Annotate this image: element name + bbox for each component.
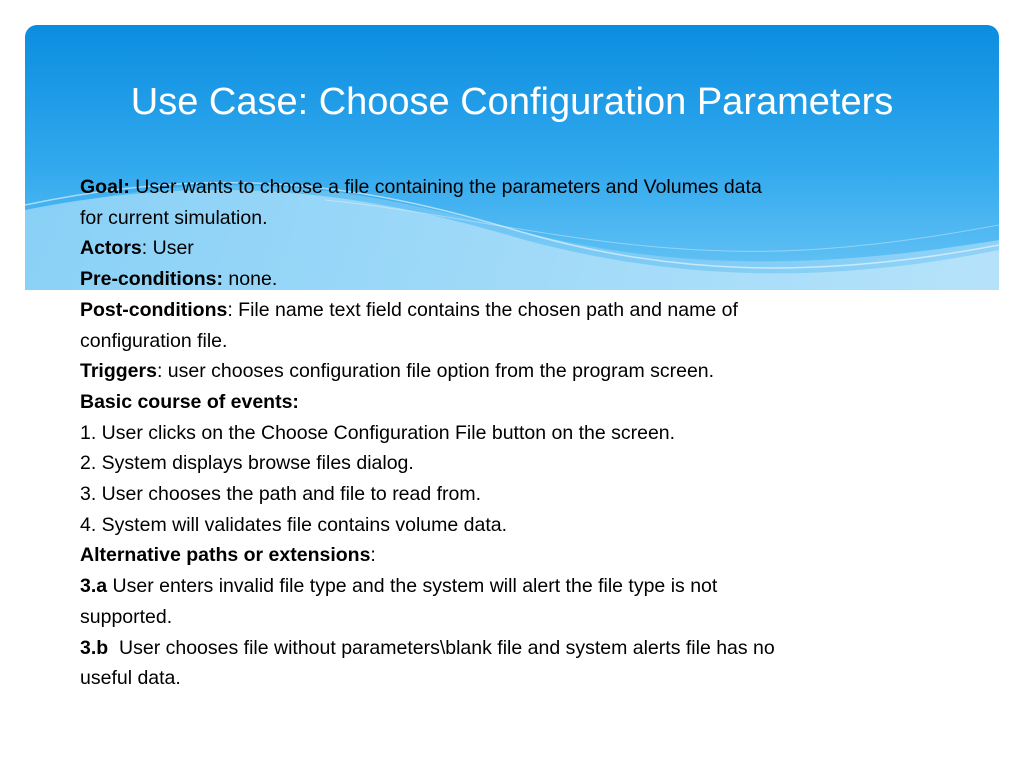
body-line (80, 510, 970, 541)
body-line (80, 602, 970, 633)
body-line-text: none. (223, 268, 278, 291)
body-line (80, 479, 970, 510)
body-line (80, 326, 970, 357)
body-line-text: 4. System will validates file contains volume data. (80, 513, 508, 536)
body-line-text: useful data. (80, 667, 181, 690)
body-line-label: Goal: (80, 176, 130, 198)
slide-title: Use Case: Choose Configuration Parameters (130, 81, 894, 123)
body-line (80, 418, 970, 449)
body-line (80, 233, 970, 264)
body-line-label: Actors (80, 237, 142, 260)
body-line-text: User chooses file without parameters\blank file and system alerts file has no (108, 636, 775, 659)
body-line-label: 3.b (80, 636, 109, 659)
body-line-text: User enters invalid file type and the system will alert the file type is not (107, 575, 718, 598)
body-line (80, 540, 970, 571)
body-line (80, 356, 970, 387)
body-line (80, 203, 970, 234)
body-line-text: for current simulation. (80, 206, 268, 229)
body-line-label: Pre-conditions: (80, 268, 224, 291)
slide-body (80, 172, 970, 694)
body-line-text: : User (141, 237, 194, 260)
body-line-text: : File name text field contains the chosen path and name of (227, 298, 738, 321)
body-line-label: Post-conditions (80, 298, 228, 321)
body-line-text: : (370, 544, 376, 567)
body-line-text: 2. System displays browse files dialog. (80, 452, 414, 475)
body-line-label: 3.a (80, 575, 108, 598)
body-line (80, 663, 970, 694)
body-line (80, 387, 970, 418)
body-line-text: 1. User clicks on the Choose Configuration File button on the screen. (80, 421, 676, 444)
body-line-text: 3. User chooses the path and file to read from. (80, 483, 482, 506)
body-line-label: Basic course of events: (80, 390, 299, 413)
body-line-text: configuration file. (80, 329, 228, 352)
body-line-text: : user chooses configuration file option from the program screen. (156, 360, 715, 383)
body-line-label: Alternative paths or extensions (80, 544, 371, 567)
body-line (80, 264, 970, 295)
body-line-text: User wants to choose a file containing the parameters and Volumes data (129, 176, 762, 198)
body-line-text: supported. (80, 605, 173, 628)
body-line (80, 633, 970, 664)
body-line (80, 448, 970, 479)
body-line (80, 172, 970, 203)
body-line (80, 295, 970, 326)
body-line-label: Triggers (80, 360, 157, 383)
body-line (80, 571, 970, 602)
